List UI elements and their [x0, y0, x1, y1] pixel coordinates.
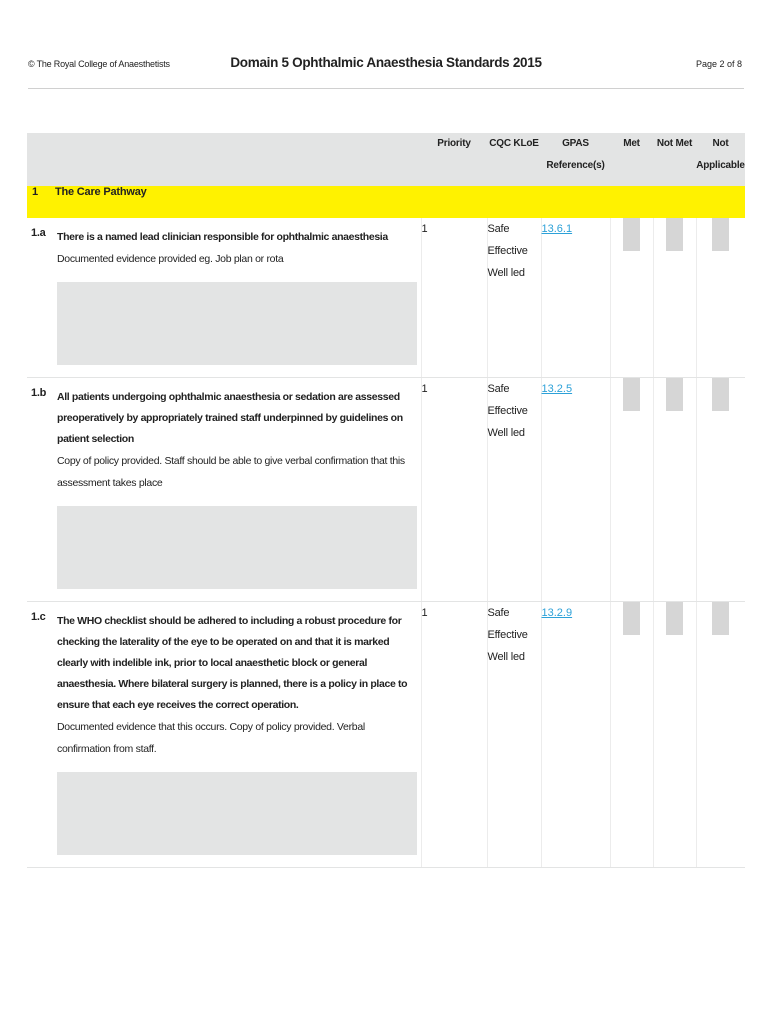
standard-id: 1.b [27, 378, 55, 602]
gpas-reference-link[interactable]: 13.2.5 [541, 383, 573, 395]
standard-id: 1.c [27, 602, 55, 868]
col-na-line2: Applicable [696, 160, 745, 171]
standards-table [27, 133, 745, 868]
gpas-reference-link[interactable]: 13.2.9 [541, 607, 573, 619]
col-met: Met [610, 133, 653, 186]
standard-evidence: Copy of policy provided. Staff should be able to give verbal confirmation that this assessment takes place [57, 455, 405, 489]
cqc-kloe-item: Effective [487, 629, 528, 641]
not-met-checkbox[interactable] [666, 378, 683, 411]
met-checkbox[interactable] [623, 602, 640, 635]
standard-requirement: All patients undergoing ophthalmic anaesthesia or sedation are assessed preoperatively by appropriately trained staff underpinned by guidelines on patient selection [57, 391, 403, 445]
section-row [27, 186, 745, 218]
cqc-kloe-item: Safe [487, 607, 510, 619]
cqc-kloe-item: Safe [487, 383, 510, 395]
standard-description [55, 378, 421, 602]
col-priority: Priority [421, 133, 487, 186]
standard-row-1b [27, 378, 745, 602]
cqc-kloe-values [487, 378, 541, 602]
cqc-kloe-item: Well led [487, 651, 525, 663]
cqc-kloe-item: Well led [487, 427, 525, 439]
met-checkbox[interactable] [623, 378, 640, 411]
gpas-reference-link[interactable]: 13.6.1 [541, 223, 573, 235]
not-met-checkbox[interactable] [666, 218, 683, 251]
standard-description [55, 218, 421, 378]
page-number: Page 2 of 8 [695, 59, 742, 69]
col-not-applicable [696, 133, 745, 186]
cqc-kloe-values [487, 602, 541, 868]
not-applicable-checkbox[interactable] [712, 602, 729, 635]
notes-field[interactable] [57, 506, 417, 589]
cqc-kloe-values [487, 218, 541, 378]
document-title: Domain 5 Ophthalmic Anaesthesia Standards 2015 [230, 55, 542, 70]
standard-evidence: Documented evidence provided eg. Job plan or rota [57, 253, 284, 265]
table-header-row [27, 133, 745, 186]
standard-row-1a [27, 218, 745, 378]
standard-evidence: Documented evidence that this occurs. Copy of policy provided. Verbal confirmation from staff. [57, 721, 365, 755]
priority-value: 1 [421, 602, 487, 868]
met-checkbox[interactable] [623, 218, 640, 251]
copyright-text: © The Royal College of Anaesthetists [28, 59, 170, 69]
col-cqc-kloe: CQC KLoE [487, 133, 541, 186]
cqc-kloe-item: Well led [487, 267, 525, 279]
cqc-kloe-item: Safe [487, 223, 510, 235]
notes-field[interactable] [57, 772, 417, 855]
col-gpas-line1: GPAS [562, 138, 589, 149]
cqc-kloe-item: Effective [487, 405, 528, 417]
col-not-met: Not Met [653, 133, 696, 186]
standard-requirement: There is a named lead clinician responsible for ophthalmic anaesthesia [57, 231, 388, 243]
cqc-kloe-item: Effective [487, 245, 528, 257]
not-applicable-checkbox[interactable] [712, 378, 729, 411]
section-id: 1 [27, 186, 55, 218]
section-title: The Care Pathway [55, 186, 745, 218]
standard-row-1c [27, 602, 745, 868]
col-gpas [541, 133, 610, 186]
not-met-checkbox[interactable] [666, 602, 683, 635]
page-header [28, 52, 744, 89]
priority-value: 1 [421, 218, 487, 378]
priority-value: 1 [421, 378, 487, 602]
standard-requirement: The WHO checklist should be adhered to including a robust procedure for checking the laterality of the eye to be operated on and that it is marked clearly with indelible ink, prior to local anaesthetic block or general anaesthesia. Where bilateral surgery is planned, there is a policy in place to ensure that each eye receives the correct operation. [57, 615, 408, 711]
col-na-line1: Not [712, 138, 729, 149]
notes-field[interactable] [57, 282, 417, 365]
standard-id: 1.a [27, 218, 55, 378]
col-gpas-line2: Reference(s) [546, 160, 605, 171]
not-applicable-checkbox[interactable] [712, 218, 729, 251]
standard-description [55, 602, 421, 868]
